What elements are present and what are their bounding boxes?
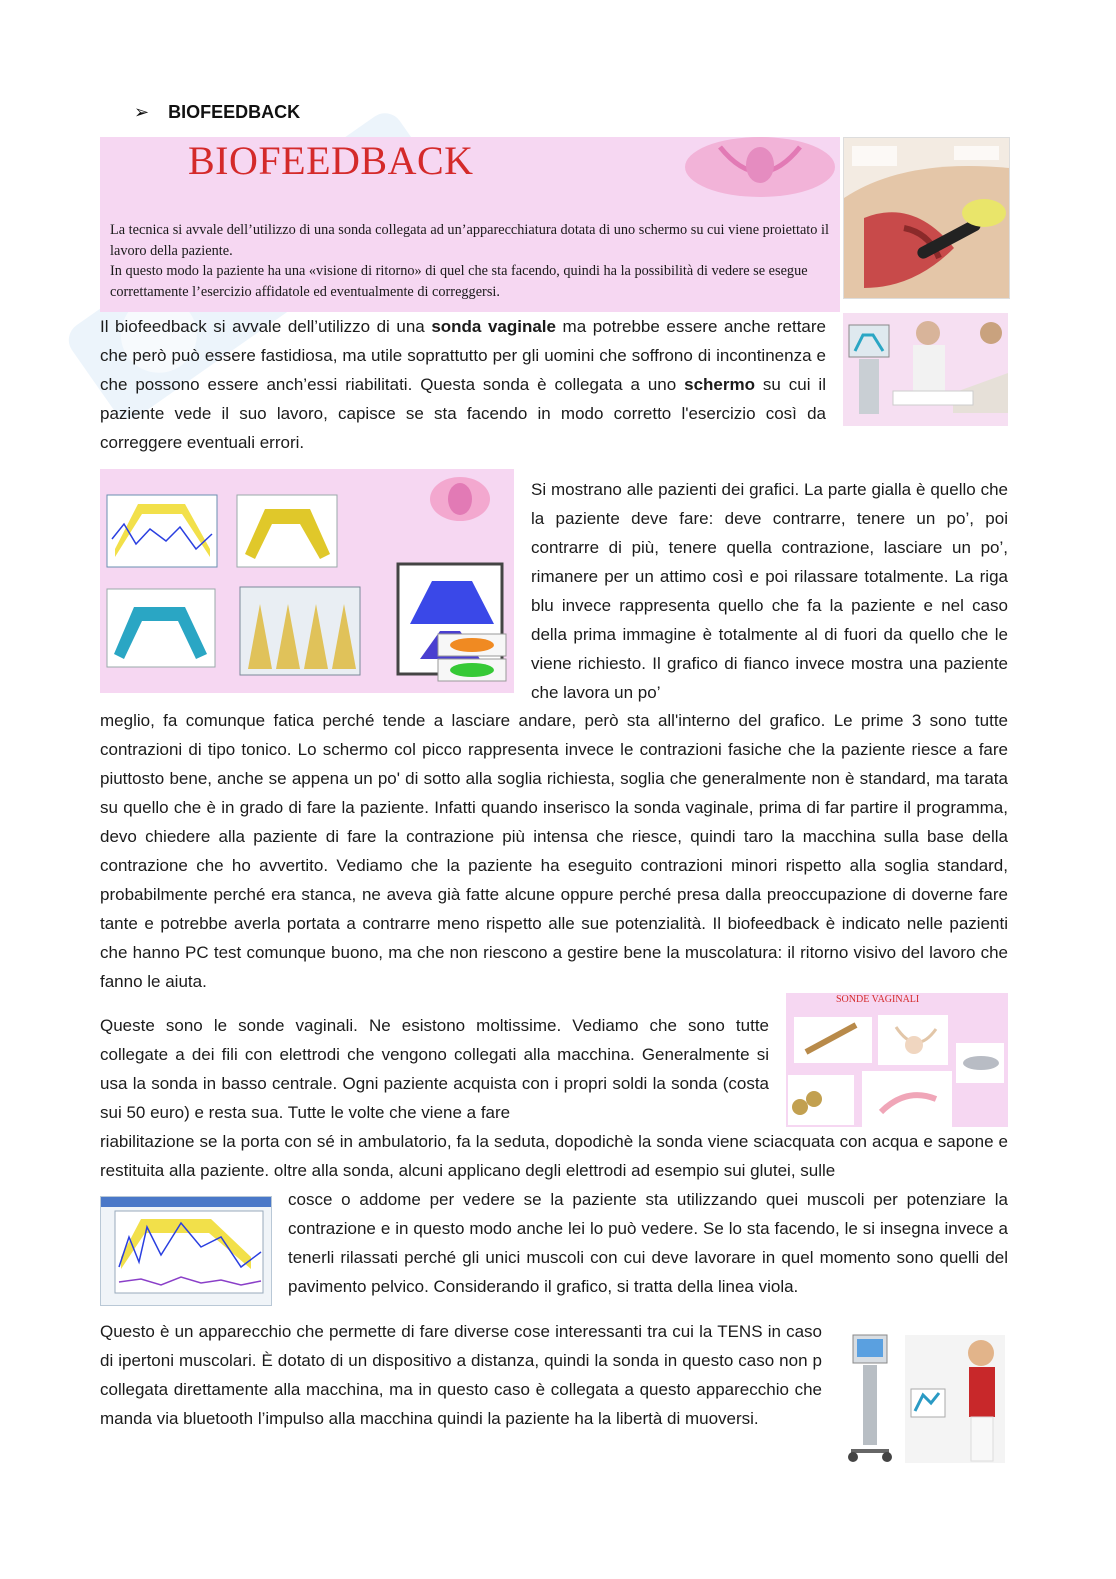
- electrode-chart-image: [100, 1196, 272, 1306]
- paragraph-intro: Il biofeedback si avvale dell’utilizzo di una sonda vaginale ma potrebbe essere anche rettare che però può essere fastidiosa, ma utile soprattutto per gli uomini che soffrono di incontinenza e che possono essere anch’essi riabilitati. Questa sonda è collegata a uno schermo su cui il paziente vede il suo lavoro, capisce se sta facendo in modo corretto l'esercizio così da correggere eventuali errori.: [100, 317, 826, 452]
- device-photo: [843, 1331, 1008, 1466]
- paragraph-graphs-side: Si mostrano alle pazienti dei grafici. La parte gialla è quello che la paziente deve fare: deve contrarre, tenere un po’, poi contrarre di più, tenere quella contrazione, lasciare un po’, rimanere per un attimo così e poi rilassare totalmente. La riga blu invece rappresenta quello che fa la paziente e nel caso della prima immagine è totalmente al di fuori da quello che le viene richiesto. Il grafico di fianco invece mostra una paziente che lavora un po’: [531, 480, 1008, 702]
- paragraph-device: Questo è un apparecchio che permette di fare diverse cose interessanti tra cui la TENS in caso di ipertoni muscolari. È dotato di un dispositivo a distanza, quindi la sonda in questo caso non p collegata direttamente alla macchina, ma in questo caso è collegata a questo apparecchio che manda via bluetooth l’impulso alla macchina quindi la paziente ha la libertà di muoversi.: [100, 1322, 822, 1428]
- bullet-arrow-icon: ➢: [134, 102, 150, 122]
- paragraph-probes-side: Queste sono le sonde vaginali. Ne esistono moltissime. Vediamo che sono tutte collegate a dei fili con elettrodi che vengono collegati alla macchina. Generalmente si usa la sonda in basso centrale. Ogni paziente acquista con i propri soldi la sonda (costa sui 50 euro) e resta sua. Tutte le volte che viene a fare: [100, 1016, 769, 1122]
- slide-text: La tecnica si avvale dell’utilizzo di una sonda collegata ad un’apparecchiatura dotata di uno schermo su cui viene proiettato il lavoro della paziente. In questo modo la paziente ha una «visione di ritorno» di quel che sta facendo, quindi ha la possibilità di vedere se esegue correttamente l’esercizio affidatole ed eventualmente di correggersi.: [110, 222, 829, 300]
- vaginal-probes-image: [786, 993, 1008, 1127]
- section-heading: [134, 102, 300, 123]
- paragraph-probes-full: riabilitazione se la porta con sé in ambulatorio, fa la seduta, dopodichè la sonda viene sciacquata con acqua e sapone e restituita alla paziente. oltre alla sonda, alcuni applicano degli elettrodi ad esempio sui glutei, sulle: [100, 1132, 1008, 1180]
- slide-title: BIOFEEDBACK: [188, 138, 474, 183]
- paragraph-electrodes: cosce o addome per vedere se la paziente sta utilizzando quei muscoli per potenziare la contrazione e in questo modo anche lei lo può vedere. Se lo sta facendo, le si insegna invece a tenerli rilassati perché gli unici muscoli con cui deve lavorare in quel momento sono quelli del pavimento pelvico. Considerando il grafico, si tratta della linea viola.: [288, 1190, 1008, 1296]
- pelvis-illustration: [680, 137, 840, 207]
- anatomy-illustration: [843, 137, 1010, 299]
- heading-title: BIOFEEDBACK: [168, 102, 301, 122]
- biofeedback-machine-photo: [843, 313, 1008, 426]
- biofeedback-charts-image: [100, 469, 514, 693]
- probes-caption: SONDE VAGINALI: [836, 994, 920, 1005]
- paragraph-graphs-full: meglio, fa comunque fatica perché tende a lasciare andare, però sta all'interno del grafico. Le prime 3 sono tutte contrazioni di tipo tonico. Lo schermo col picco rappresenta invece le contrazioni fasiche che la paziente riesce a fare piuttosto bene, anche se appena un po' di sotto alla soglia richiesta, soglia che generalmente non è standard, ma tarata su quello che è in grado di fare la paziente. Infatti quando inserisco la sonda vaginale, prima di far partire il programma, devo chiedere alla paziente di fare la contrazione più intensa che riesce, quindi taro la macchina sulla base della contrazione che ho avvertito. Vediamo che la paziente ha eseguito contrazioni minori rispetto alla soglia standard, probabilmente perché era stanca, ne aveva già fatte alcune oppure perché presa dalla preoccupazione di doverne fare tante e potrebbe averla portata a contrarre meno rispetto alle sue potenzialità. Il biofeedback è indicato nelle pazienti che hanno PC test comunque buono, ma che non riescono a gestire bene la muscolatura: il ritorno visivo del lavoro che fanno le aiuta.: [100, 711, 1008, 991]
